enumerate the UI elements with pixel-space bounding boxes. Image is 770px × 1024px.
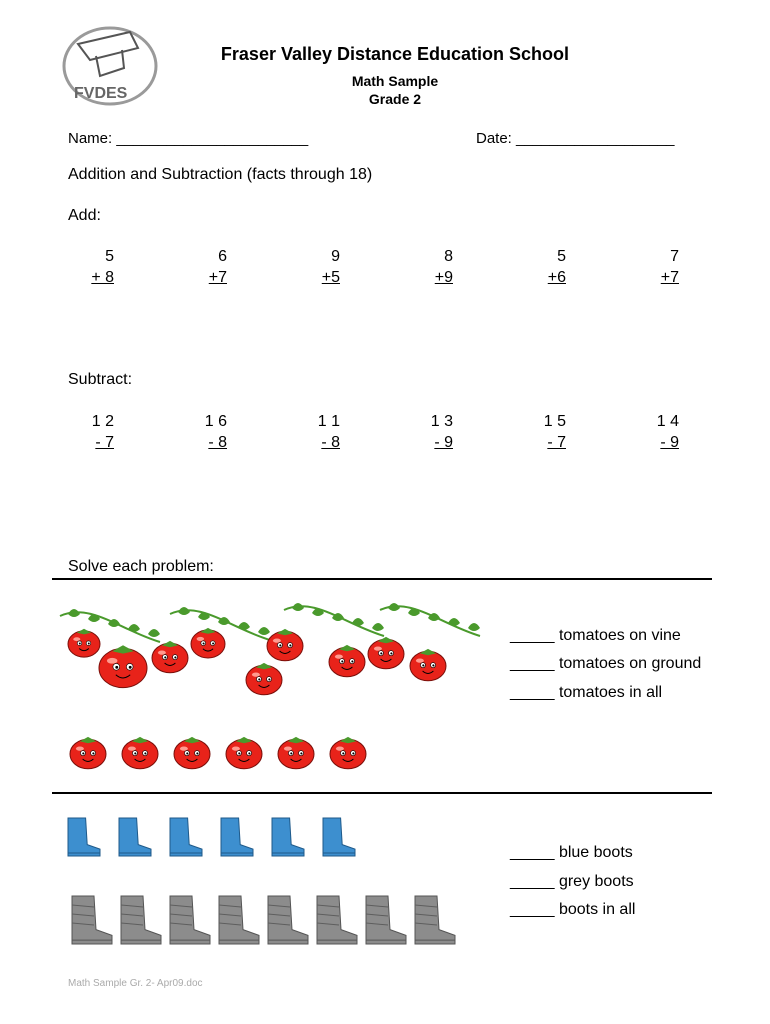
problem-top: 1 5 (543, 413, 566, 430)
problem-top: 1 4 (656, 413, 679, 430)
tomato-icon (68, 629, 100, 657)
tomato-icon (267, 629, 303, 661)
tomato-icon (122, 737, 158, 769)
addition-problem (393, 246, 453, 288)
subtraction-problem (280, 411, 340, 453)
grey-boot-icon (121, 896, 161, 944)
problem-bottom: + 8 (91, 269, 114, 286)
problem-bottom: - 7 (95, 434, 114, 451)
addition-problem (54, 246, 114, 288)
problem-bottom: - 7 (547, 434, 566, 451)
divider (52, 578, 712, 580)
subtraction-problem (619, 411, 679, 453)
tomato-icon (152, 641, 188, 673)
grey-boot-icon (317, 896, 357, 944)
grey-boot-icon (268, 896, 308, 944)
grey-boots-illustration (70, 892, 490, 948)
addition-problem (506, 246, 566, 288)
ground-tomatoes-illustration (68, 730, 388, 780)
school-title: Fraser Valley Distance Education School (220, 44, 570, 64)
subtraction-problem (393, 411, 453, 453)
subtraction-problem (506, 411, 566, 453)
footer-filename: Math Sample Gr. 2- Apr09.doc (68, 978, 203, 989)
school-logo (60, 22, 160, 108)
answer-tomatoes-vine: _____ tomatoes on vine (510, 627, 681, 644)
problem-bottom: +9 (434, 269, 453, 286)
problem-top: 7 (670, 248, 679, 265)
problem-bottom: +7 (208, 269, 227, 286)
logo-text: FVDES (74, 85, 128, 102)
problem-top: 1 6 (204, 413, 227, 430)
section-heading: Addition and Subtraction (facts through 18) (68, 166, 373, 183)
tomato-icon (99, 645, 147, 687)
problem-bottom: - 9 (660, 434, 679, 451)
name-field: Name: _______________________ (68, 130, 309, 147)
grey-boot-icon (415, 896, 455, 944)
grey-boot-icon (170, 896, 210, 944)
grade-label: Grade 2 (368, 91, 422, 107)
subtraction-problem (54, 411, 114, 453)
problem-bottom: +5 (321, 269, 340, 286)
addition-problem (167, 246, 227, 288)
blue-boot-icon (272, 818, 304, 856)
tomato-icon (278, 737, 314, 769)
problem-top: 5 (105, 248, 114, 265)
problem-top: 1 3 (430, 413, 453, 430)
problem-bottom: - 8 (208, 434, 227, 451)
problem-top: 9 (331, 248, 340, 265)
problem-top: 5 (557, 248, 566, 265)
problem-top: 8 (444, 248, 453, 265)
tomato-icon (191, 628, 225, 658)
answer-grey-boots: _____ grey boots (510, 873, 634, 890)
tomato-icon (410, 649, 446, 681)
add-label: Add: (68, 207, 101, 224)
problem-bottom: +6 (547, 269, 566, 286)
grey-boot-icon (366, 896, 406, 944)
subtract-label: Subtract: (68, 371, 133, 388)
divider (52, 792, 712, 794)
blue-boot-icon (221, 818, 253, 856)
tomato-icon (330, 737, 366, 769)
grey-boot-icon (219, 896, 259, 944)
tomato-icon (174, 737, 210, 769)
blue-boot-icon (119, 818, 151, 856)
problem-top: 6 (218, 248, 227, 265)
problem-top: 1 1 (317, 413, 340, 430)
blue-boots-illustration (66, 816, 366, 860)
subtraction-problem (167, 411, 227, 453)
worksheet-subtitle: Math Sample (351, 73, 439, 89)
date-field: Date: ___________________ (476, 130, 675, 147)
tomato-icon (329, 645, 365, 677)
problem-bottom: - 8 (321, 434, 340, 451)
solve-label: Solve each problem: (68, 558, 214, 575)
answer-boots-total: _____ boots in all (510, 901, 636, 918)
vine-icon (380, 603, 480, 636)
tomato-icon (226, 737, 262, 769)
addition-problem (280, 246, 340, 288)
answer-tomatoes-ground: _____ tomatoes on ground (510, 655, 702, 672)
problem-top: 1 2 (91, 413, 114, 430)
tomato-vine-illustration (58, 590, 478, 700)
tomato-icon (246, 663, 282, 695)
answer-tomatoes-total: _____ tomatoes in all (510, 684, 663, 701)
addition-problem (619, 246, 679, 288)
blue-boot-icon (170, 818, 202, 856)
blue-boot-icon (323, 818, 355, 856)
vine-icon (284, 603, 384, 636)
tomato-icon (70, 737, 106, 769)
grey-boot-icon (72, 896, 112, 944)
problem-bottom: +7 (660, 269, 679, 286)
logo-graduation-cap (78, 32, 138, 60)
tomato-icon (368, 637, 404, 669)
problem-bottom: - 9 (434, 434, 453, 451)
blue-boot-icon (68, 818, 100, 856)
answer-blue-boots: _____ blue boots (510, 844, 633, 861)
